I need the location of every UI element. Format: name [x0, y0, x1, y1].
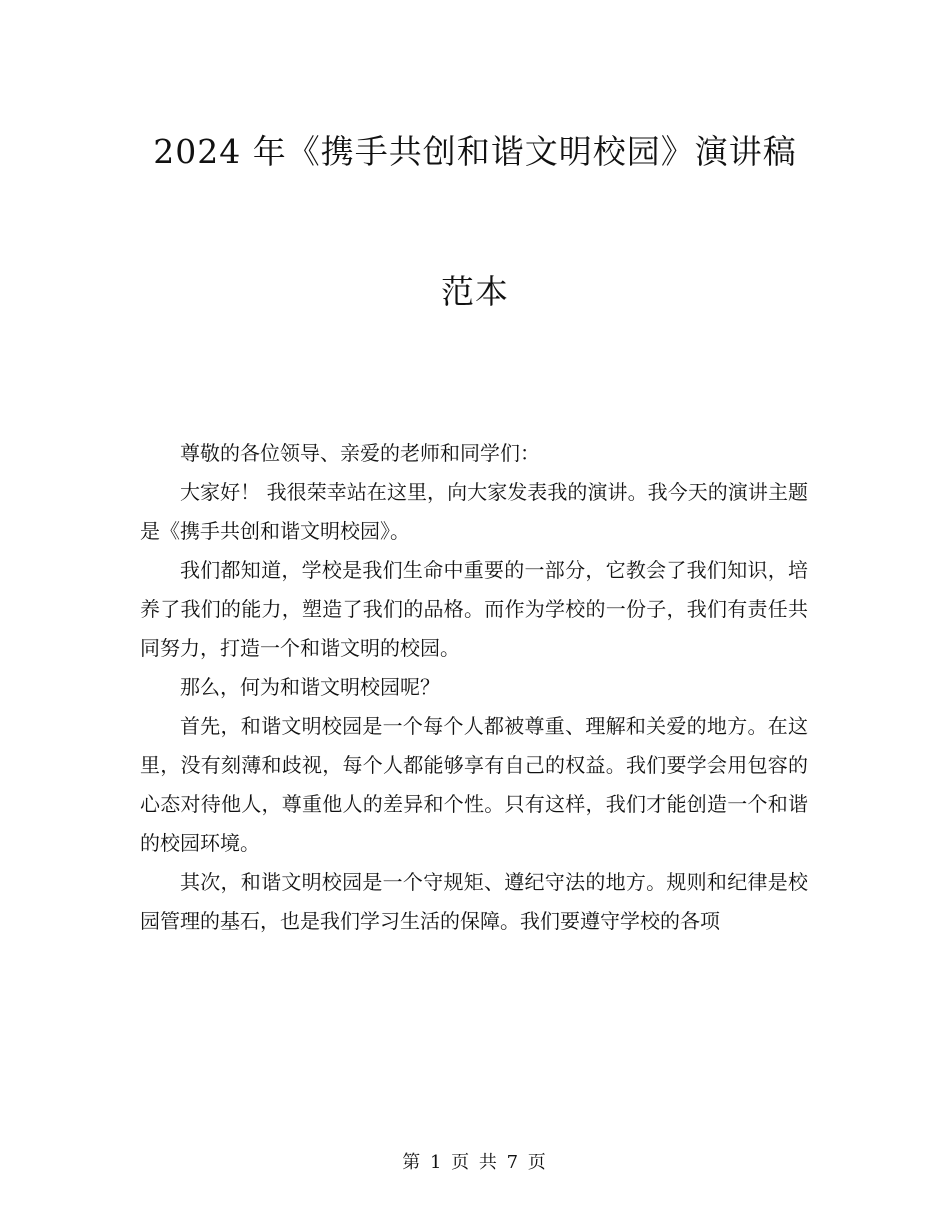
document-body — [140, 434, 808, 941]
page-footer: 第 1 页 共 7 页 — [402, 1152, 548, 1173]
paragraph: 首先，和谐文明校园是一个每个人都被尊重、理解和关爱的地方。在这里，没有刻薄和歧视，每个人都能够享有自己的权益。我们要学会用包容的心态对待他人，尊重他人的差异和个性。只有这样，我们才能创造一个和谐的校园环境。 — [140, 714, 808, 855]
paragraph: 大家好！ 我很荣幸站在这里，向大家发表我的演讲。我今天的演讲主题是《携手共创和谐文明校园》。 — [140, 480, 808, 543]
document-title-continued: 范本 — [441, 272, 509, 311]
paragraph: 尊敬的各位领导、亲爱的老师和同学们： — [180, 441, 540, 465]
paragraph: 其次，和谐文明校园是一个守规矩、遵纪守法的地方。规则和纪律是校园管理的基石，也是我们学习生活的保障。我们要遵守学校的各项 — [140, 870, 808, 933]
document-title: 2024 年《携手共创和谐文明校园》演讲稿 — [153, 132, 797, 171]
paragraph: 那么，何为和谐文明校园呢？ — [180, 675, 440, 699]
paragraph: 我们都知道，学校是我们生命中重要的一部分，它教会了我们知识，培养了我们的能力，塑造了我们的品格。而作为学校的一份子，我们有责任共同努力，打造一个和谐文明的校园。 — [140, 558, 808, 660]
